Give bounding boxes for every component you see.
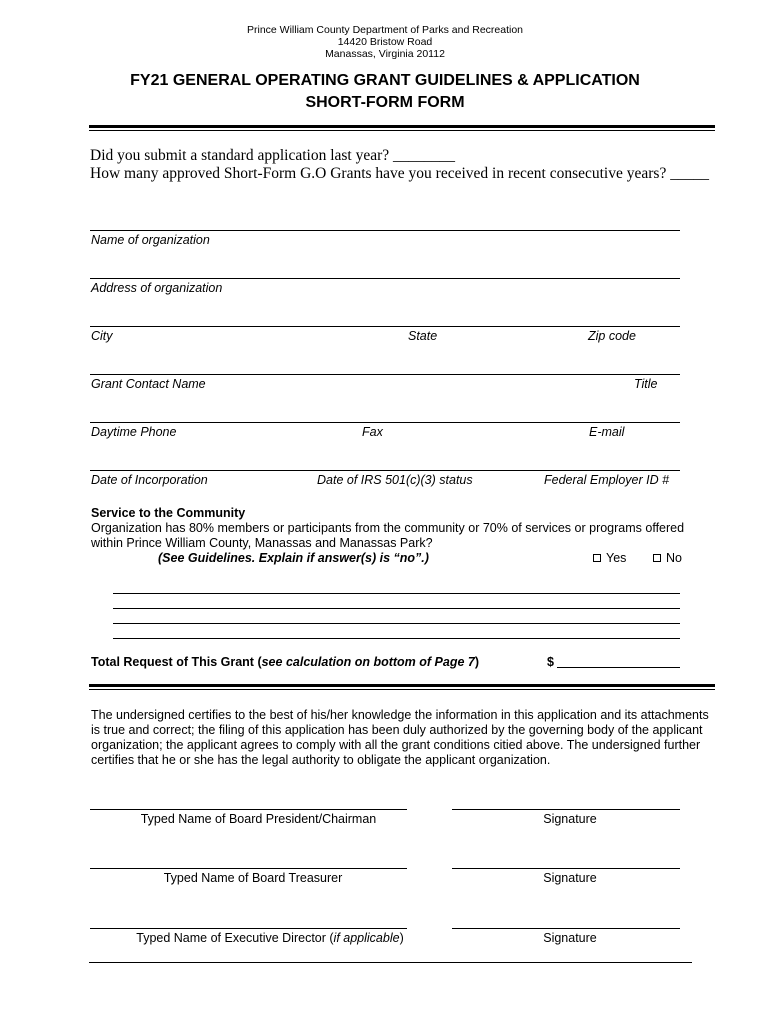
org-name-label: Name of organization: [91, 233, 210, 247]
service-guidelines-note: (See Guidelines. Explain if answer(s) is “no”.): [158, 551, 429, 565]
president-name-line[interactable]: [90, 809, 407, 810]
total-amount-input-line[interactable]: [557, 667, 680, 668]
treasurer-signature-line[interactable]: [452, 868, 680, 869]
president-name-label: Typed Name of Board President/Chairman: [140, 812, 377, 826]
director-name-label: Typed Name of Executive Director (if applicable): [136, 931, 404, 945]
zip-label: Zip code: [588, 329, 636, 343]
org-address-input-line[interactable]: [90, 278, 680, 279]
question-standard-application: Did you submit a standard application last year? ________: [90, 147, 456, 164]
explanation-line[interactable]: [113, 608, 680, 609]
email-label: E-mail: [589, 425, 625, 439]
irs-status-date-label: Date of IRS 501(c)(3) status: [317, 473, 473, 487]
contact-name-label: Grant Contact Name: [91, 377, 206, 391]
org-address-label: Address of organization: [91, 281, 223, 295]
department-city: Manassas, Virginia 20112: [325, 48, 445, 60]
contact-input-line[interactable]: [90, 374, 680, 375]
service-question-line1: Organization has 80% members or participants from the community or 70% of services or programs offered: [91, 521, 685, 535]
incorporation-date-label: Date of Incorporation: [91, 473, 208, 487]
dates-id-input-line[interactable]: [90, 470, 680, 471]
director-signature-label: Signature: [543, 931, 597, 945]
section-divider-thin: [89, 689, 715, 690]
department-street: 14420 Bristow Road: [337, 36, 433, 48]
director-signature-line[interactable]: [452, 928, 680, 929]
certification-text: The undersigned certifies to the best of his/her knowledge the information in this application and its attachments is true and correct; the filing of this application has been duly authorized by the governing body of the applicant organization; the applicant agrees to comply with all the grant conditions citied above. The undersigned further certifies that he or she has the legal authority to obligate the applicant organization.: [91, 708, 709, 767]
page-subtitle: SHORT-FORM FORM: [305, 94, 465, 111]
president-signature-label: Signature: [543, 812, 597, 826]
title-divider-thick: [89, 125, 715, 128]
federal-id-label: Federal Employer ID #: [544, 473, 670, 487]
service-question-line2: within Prince William County, Manassas and Manassas Park?: [91, 536, 433, 550]
explanation-line[interactable]: [113, 623, 680, 624]
no-label: No: [666, 551, 682, 565]
currency-symbol: $: [547, 655, 554, 669]
org-name-input-line[interactable]: [90, 230, 680, 231]
footer-rule: [89, 962, 692, 963]
explanation-line[interactable]: [113, 638, 680, 639]
no-option[interactable]: [653, 551, 682, 566]
fax-label: Fax: [362, 425, 383, 439]
contact-title-label: Title: [634, 377, 658, 391]
yes-label: Yes: [606, 551, 627, 565]
treasurer-name-line[interactable]: [90, 868, 407, 869]
state-label: State: [408, 329, 438, 343]
director-name-line[interactable]: [90, 928, 407, 929]
section-divider-thick: [89, 684, 715, 687]
question-consecutive-years: How many approved Short-Form G.O Grants have you received in recent consecutive years? _____: [90, 165, 709, 182]
yes-option[interactable]: [593, 551, 626, 566]
treasurer-name-label: Typed Name of Board Treasurer: [163, 871, 343, 885]
phone-fax-email-input-line[interactable]: [90, 422, 680, 423]
president-signature-line[interactable]: [452, 809, 680, 810]
department-name: Prince William County Department of Parks and Recreation: [246, 24, 524, 36]
yes-checkbox[interactable]: [593, 554, 601, 562]
service-heading: Service to the Community: [91, 506, 246, 520]
no-checkbox[interactable]: [653, 554, 661, 562]
city-label: City: [91, 329, 113, 343]
page-title: FY21 GENERAL OPERATING GRANT GUIDELINES & APPLICATION: [130, 72, 640, 89]
total-request-label: Total Request of This Grant (see calculation on bottom of Page 7): [91, 655, 480, 669]
title-divider-thin: [89, 130, 715, 131]
explanation-line[interactable]: [113, 593, 680, 594]
city-state-zip-input-line[interactable]: [90, 326, 680, 327]
treasurer-signature-label: Signature: [543, 871, 597, 885]
phone-label: Daytime Phone: [91, 425, 177, 439]
